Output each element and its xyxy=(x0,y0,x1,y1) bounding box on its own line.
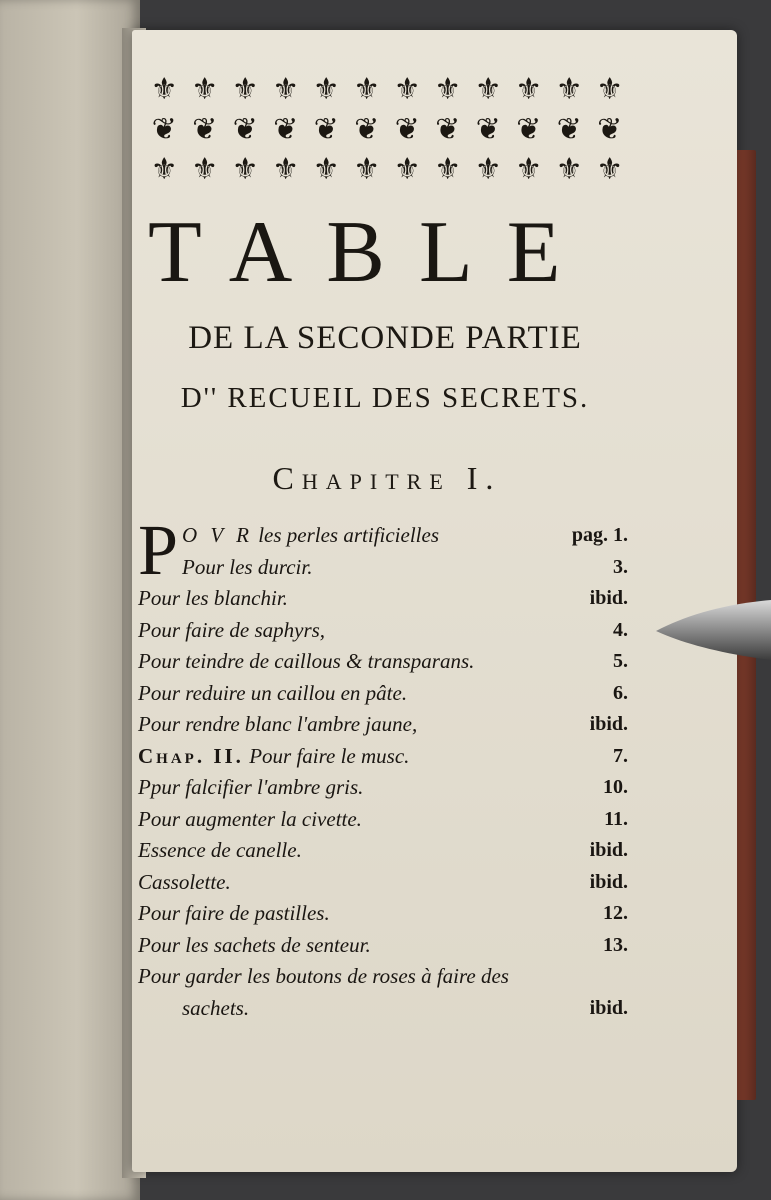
chapter-heading: Chapitre I. xyxy=(272,460,502,496)
toc-entry xyxy=(138,835,628,867)
entry-first-word: O V R xyxy=(182,523,253,547)
entry-page: pag. 1. xyxy=(571,524,628,546)
entry-page: 12. xyxy=(603,902,628,924)
entry-text: Pour les blanchir. xyxy=(138,586,288,610)
book-page xyxy=(132,30,737,1172)
toc-entry xyxy=(138,930,628,962)
toc-entry xyxy=(138,961,628,993)
entry-text: Pour les sachets de senteur. xyxy=(138,932,371,957)
toc-entry xyxy=(138,772,628,804)
toc-entry xyxy=(138,552,628,584)
subtitle-line-1: DE LA SECONDE PARTIE xyxy=(188,320,582,356)
entry-page: 11. xyxy=(604,807,628,830)
toc-entry xyxy=(138,646,628,678)
entry-text: Ppur falcifier l'ambre gris. xyxy=(138,775,364,799)
toc-entry xyxy=(138,741,628,773)
toc-entry xyxy=(138,615,628,647)
entry-text: Pour reduire un caillou en pâte. xyxy=(138,680,408,705)
page-title: TABLE xyxy=(148,204,595,301)
entry-text: Cassolette. xyxy=(138,869,231,894)
entry-text: sachets. xyxy=(182,995,250,1020)
toc-entry xyxy=(138,678,628,710)
entry-text: Pour teindre de caillous & transparans. xyxy=(138,649,475,673)
entry-page: 6. xyxy=(613,681,628,704)
subtitle-line-2: D'' RECUEIL DES SECRETS. xyxy=(180,382,590,414)
toc-entry xyxy=(138,804,628,836)
toc-entry xyxy=(138,583,628,615)
chapter-inline-label: Chap. II. xyxy=(138,743,244,768)
entry-text: Pour garder les boutons de roses à faire des xyxy=(138,964,509,988)
entry-text: Essence de canelle. xyxy=(138,838,302,862)
table-of-contents xyxy=(138,510,628,1024)
toc-entry xyxy=(138,898,628,930)
entry-text: Pour faire de saphyrs, xyxy=(138,617,326,642)
knife-blade-icon xyxy=(654,598,771,660)
entry-page: 3. xyxy=(613,555,628,578)
entry-text: Pour rendre blanc l'ambre jaune, xyxy=(138,712,418,736)
entry-page: 13. xyxy=(603,933,628,956)
entry-page: ibid. xyxy=(589,839,628,861)
toc-entry xyxy=(138,867,628,899)
toc-entry xyxy=(138,993,628,1025)
toc-entry xyxy=(138,520,628,552)
entry-text: les perles artificielles xyxy=(252,523,439,547)
entry-page: ibid. xyxy=(589,996,628,1019)
entry-text: Pour augmenter la civette. xyxy=(138,806,362,831)
entry-page: 4. xyxy=(613,618,628,641)
entry-text: Pour les durcir. xyxy=(182,554,313,579)
entry-text: Pour faire le musc. xyxy=(243,743,410,768)
entry-page: 7. xyxy=(613,744,628,767)
entry-page: ibid. xyxy=(589,713,628,735)
entry-page: 5. xyxy=(613,650,628,672)
entry-page: 10. xyxy=(603,776,628,798)
toc-entry xyxy=(138,709,628,741)
entry-page: ibid. xyxy=(589,587,628,609)
entry-text: Pour faire de pastilles. xyxy=(138,901,330,925)
drop-cap: P xyxy=(138,510,179,590)
entry-page: ibid. xyxy=(589,870,628,893)
decorative-fleuron-border: ⚜ ⚜ ⚜ ⚜ ⚜ ⚜ ⚜ ⚜ ⚜ ⚜ ⚜ ⚜ ❦ ❦ ❦ ❦ ❦ ❦ ❦ ❦ ❦ ❦ ❦ ❦ ⚜ ⚜ ⚜ ⚜ ⚜ ⚜ ⚜ ⚜ ⚜ ⚜ ⚜ ⚜ xyxy=(150,72,624,187)
left-page-background xyxy=(0,0,140,1200)
